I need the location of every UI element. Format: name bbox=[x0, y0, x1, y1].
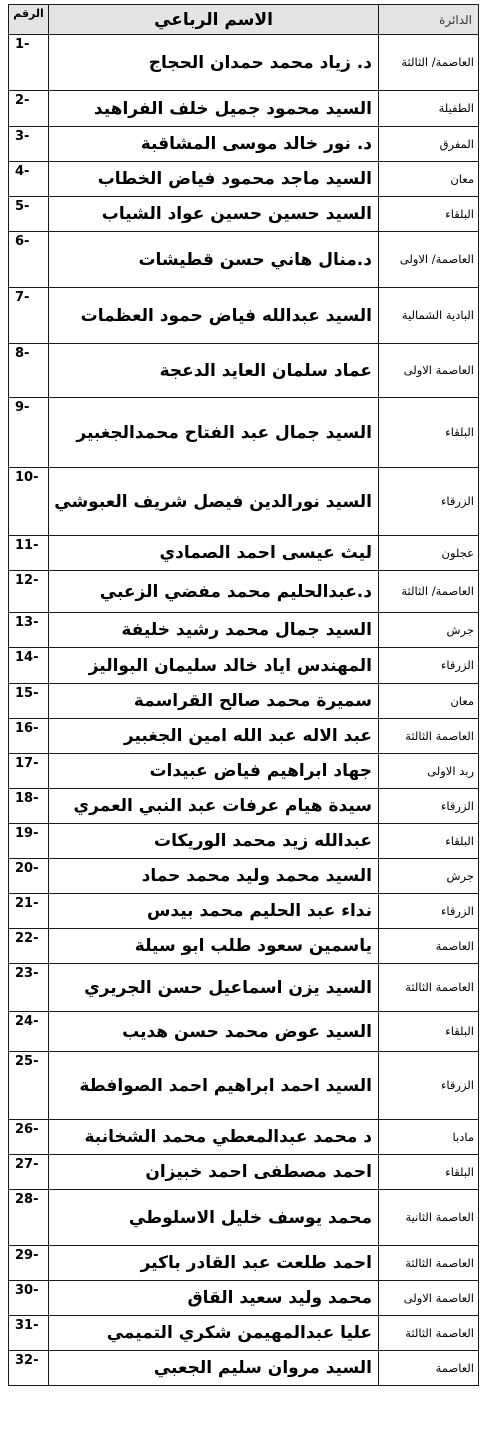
row-full-name: د محمد عبدالمعطي محمد الشخانبة bbox=[49, 1120, 379, 1155]
row-full-name: السيد جمال عبد الفتاح محمدالجغبير bbox=[49, 398, 379, 468]
row-number: 32- bbox=[9, 1351, 49, 1386]
row-directorate: الطفيلة bbox=[379, 91, 479, 127]
table-row bbox=[9, 127, 479, 162]
table-row bbox=[9, 1155, 479, 1190]
row-number: 20- bbox=[9, 859, 49, 894]
table-row bbox=[9, 1316, 479, 1351]
row-full-name: السيد ماجد محمود فياض الخطاب bbox=[49, 162, 379, 197]
row-number: 14- bbox=[9, 648, 49, 684]
table-row bbox=[9, 1012, 479, 1052]
row-full-name: د.منال هاني حسن قطيشات bbox=[49, 232, 379, 288]
row-number: 7- bbox=[9, 288, 49, 344]
row-full-name: السيد عبدالله فياض حمود العظمات bbox=[49, 288, 379, 344]
row-full-name: د. زياد محمد حمدان الحجاج bbox=[49, 35, 379, 91]
table-row bbox=[9, 684, 479, 719]
row-full-name: السيد مروان سليم الجعبي bbox=[49, 1351, 379, 1386]
row-full-name: د.عبدالحليم محمد مفضي الزعبي bbox=[49, 571, 379, 613]
row-number: 12- bbox=[9, 571, 49, 613]
row-directorate: البلقاء bbox=[379, 1012, 479, 1052]
row-full-name: السيد محمد وليد محمد حماد bbox=[49, 859, 379, 894]
row-directorate: العاصمة/ الاولى bbox=[379, 232, 479, 288]
row-number: 27- bbox=[9, 1155, 49, 1190]
row-number: 3- bbox=[9, 127, 49, 162]
table-row bbox=[9, 789, 479, 824]
row-directorate: المفرق bbox=[379, 127, 479, 162]
row-number: 1- bbox=[9, 35, 49, 91]
row-directorate: العاصمة الثالثة bbox=[379, 719, 479, 754]
row-full-name: عليا عبدالمهيمن شكري التميمي bbox=[49, 1316, 379, 1351]
row-number: 6- bbox=[9, 232, 49, 288]
row-directorate: العاصمة/ الثالثة bbox=[379, 35, 479, 91]
row-number: 16- bbox=[9, 719, 49, 754]
row-number: 26- bbox=[9, 1120, 49, 1155]
row-full-name: السيد محمود جميل خلف الفراهيد bbox=[49, 91, 379, 127]
row-directorate: الزرقاء bbox=[379, 468, 479, 536]
row-number: 18- bbox=[9, 789, 49, 824]
row-directorate: البلقاء bbox=[379, 398, 479, 468]
row-number: 31- bbox=[9, 1316, 49, 1351]
header-name: الاسم الرباعي bbox=[49, 5, 379, 35]
row-directorate: العاصمة bbox=[379, 929, 479, 964]
row-directorate: العاصمة bbox=[379, 1351, 479, 1386]
table-header-row bbox=[9, 5, 479, 35]
row-number: 13- bbox=[9, 613, 49, 648]
header-directorate: الدائرة bbox=[379, 5, 479, 35]
row-full-name: السيد حسين حسين عواد الشياب bbox=[49, 197, 379, 232]
table-row bbox=[9, 197, 479, 232]
row-number: 21- bbox=[9, 894, 49, 929]
row-full-name: احمد مصطفى احمد خبيزان bbox=[49, 1155, 379, 1190]
table-row bbox=[9, 648, 479, 684]
table-row bbox=[9, 91, 479, 127]
table-row bbox=[9, 232, 479, 288]
table-row bbox=[9, 571, 479, 613]
row-number: 11- bbox=[9, 536, 49, 571]
row-number: 28- bbox=[9, 1190, 49, 1246]
row-full-name: سيدة هيام عرفات عبد النبي العمري bbox=[49, 789, 379, 824]
row-directorate: الزرقاء bbox=[379, 789, 479, 824]
row-directorate: معان bbox=[379, 162, 479, 197]
row-full-name: ليث عيسى احمد الصمادي bbox=[49, 536, 379, 571]
row-number: 4- bbox=[9, 162, 49, 197]
table-row bbox=[9, 1120, 479, 1155]
row-full-name: السيد احمد ابراهيم احمد الصوافطة bbox=[49, 1052, 379, 1120]
table-row bbox=[9, 162, 479, 197]
row-number: 19- bbox=[9, 824, 49, 859]
table-row bbox=[9, 1052, 479, 1120]
row-full-name: د. نور خالد موسى المشاقبة bbox=[49, 127, 379, 162]
row-directorate: جرش bbox=[379, 613, 479, 648]
row-directorate: العاصمة/ الثالثة bbox=[379, 571, 479, 613]
row-directorate: البلقاء bbox=[379, 1155, 479, 1190]
row-directorate: البلقاء bbox=[379, 197, 479, 232]
row-directorate: معان bbox=[379, 684, 479, 719]
table-row bbox=[9, 1190, 479, 1246]
table-row bbox=[9, 929, 479, 964]
row-full-name: السيد نورالدين فيصل شريف العبوشي bbox=[49, 468, 379, 536]
table-row bbox=[9, 719, 479, 754]
row-full-name: السيد جمال محمد رشيد خليفة bbox=[49, 613, 379, 648]
table-row bbox=[9, 1281, 479, 1316]
row-full-name: محمد وليد سعيد القاق bbox=[49, 1281, 379, 1316]
row-full-name: نداء عبد الحليم محمد بيدس bbox=[49, 894, 379, 929]
row-full-name: عبد الاله عبد الله امين الجغبير bbox=[49, 719, 379, 754]
table-row bbox=[9, 894, 479, 929]
row-directorate: البلقاء bbox=[379, 824, 479, 859]
row-full-name: عبدالله زيد محمد الوريكات bbox=[49, 824, 379, 859]
row-number: 2- bbox=[9, 91, 49, 127]
table-row bbox=[9, 1246, 479, 1281]
row-number: 30- bbox=[9, 1281, 49, 1316]
row-directorate: العاصمة الاولى bbox=[379, 1281, 479, 1316]
table-row bbox=[9, 1351, 479, 1386]
table-row bbox=[9, 964, 479, 1012]
table-row bbox=[9, 344, 479, 398]
row-full-name: سميرة محمد صالح القراسمة bbox=[49, 684, 379, 719]
row-number: 8- bbox=[9, 344, 49, 398]
row-number: 29- bbox=[9, 1246, 49, 1281]
row-number: 23- bbox=[9, 964, 49, 1012]
table-row bbox=[9, 536, 479, 571]
table-row bbox=[9, 824, 479, 859]
row-number: 22- bbox=[9, 929, 49, 964]
names-table bbox=[8, 4, 479, 1386]
row-directorate: العاصمة الاولى bbox=[379, 344, 479, 398]
row-number: 15- bbox=[9, 684, 49, 719]
row-number: 17- bbox=[9, 754, 49, 789]
table-row bbox=[9, 398, 479, 468]
row-directorate: البادية الشمالية bbox=[379, 288, 479, 344]
row-number: 10- bbox=[9, 468, 49, 536]
row-full-name: جهاد ابراهيم فياض عبيدات bbox=[49, 754, 379, 789]
row-directorate: ربد الاولى bbox=[379, 754, 479, 789]
row-full-name: عماد سلمان العايد الدعجة bbox=[49, 344, 379, 398]
row-directorate: الزرقاء bbox=[379, 1052, 479, 1120]
row-directorate: العاصمة الثالثة bbox=[379, 1316, 479, 1351]
row-directorate: عجلون bbox=[379, 536, 479, 571]
table-row bbox=[9, 468, 479, 536]
row-directorate: مادبا bbox=[379, 1120, 479, 1155]
header-number: الرقم bbox=[9, 5, 49, 35]
row-full-name: السيد عوض محمد حسن هديب bbox=[49, 1012, 379, 1052]
table-row bbox=[9, 613, 479, 648]
row-full-name: السيد يزن اسماعيل حسن الجريري bbox=[49, 964, 379, 1012]
table-row bbox=[9, 288, 479, 344]
row-full-name: احمد طلعت عبد القادر باكير bbox=[49, 1246, 379, 1281]
row-full-name: المهندس اياد خالد سليمان البواليز bbox=[49, 648, 379, 684]
row-directorate: الزرقاء bbox=[379, 648, 479, 684]
row-directorate: العاصمة الثالثة bbox=[379, 964, 479, 1012]
row-directorate: العاصمة الثالثة bbox=[379, 1246, 479, 1281]
row-full-name: محمد يوسف خليل الاسلوطي bbox=[49, 1190, 379, 1246]
table-row bbox=[9, 35, 479, 91]
row-directorate: جرش bbox=[379, 859, 479, 894]
row-number: 25- bbox=[9, 1052, 49, 1120]
row-directorate: الزرقاء bbox=[379, 894, 479, 929]
row-full-name: ياسمين سعود طلب ابو سيلة bbox=[49, 929, 379, 964]
row-number: 24- bbox=[9, 1012, 49, 1052]
table-row bbox=[9, 754, 479, 789]
row-number: 9- bbox=[9, 398, 49, 468]
row-directorate: العاصمة الثانية bbox=[379, 1190, 479, 1246]
table-row bbox=[9, 859, 479, 894]
row-number: 5- bbox=[9, 197, 49, 232]
